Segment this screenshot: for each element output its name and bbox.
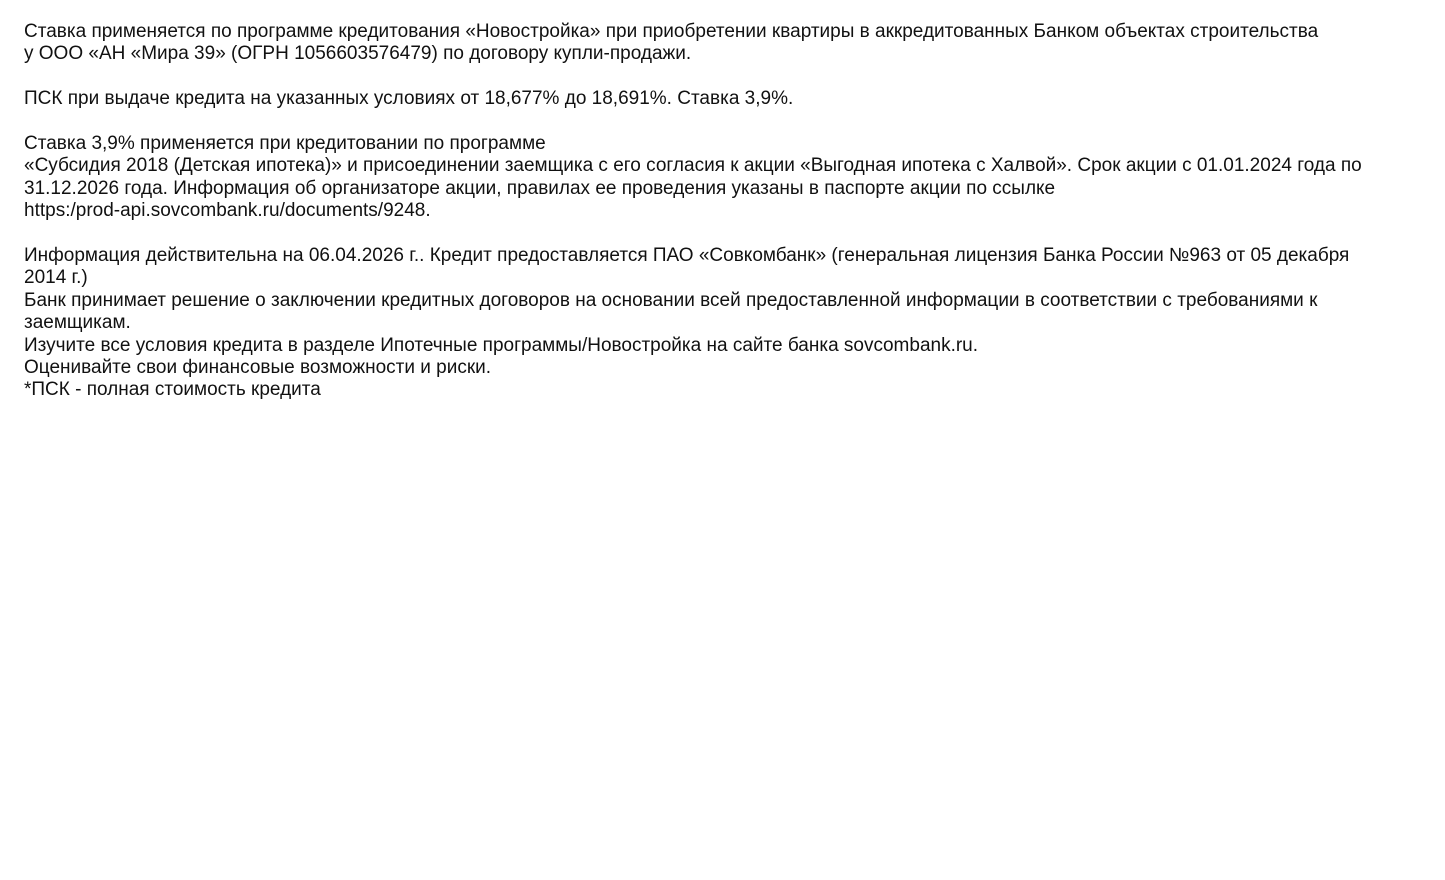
text-line: Банк принимает решение о заключении кредитных договоров на основании всей предоставленной информации в соответствии с требованиями к	[24, 289, 1318, 311]
text-line: 2014 г.)	[24, 267, 88, 289]
document-link: https:/prod-api.sovcombank.ru/documents/9248.	[24, 200, 431, 222]
promotion-paragraph	[24, 133, 1429, 223]
text-line: Изучите все условия кредита в разделе Ипотечные программы/Новостройка на сайте банка sovcombank.ru.	[24, 334, 979, 356]
bank-info-paragraph	[24, 245, 1429, 402]
loan-disclaimer	[24, 21, 1429, 402]
text-line: 31.12.2026 года. Информация об организаторе акции, правилах ее проведения указаны в паспорте акции по ссылке	[24, 177, 1056, 199]
text-line: «Субсидия 2018 (Детская ипотека)» и присоединении заемщика с его согласия к акции «Выгодная ипотека с Халвой». Срок акции с 01.01.2024 года по	[24, 155, 1362, 177]
text-line: Информация действительна на 06.04.2026 г.. Кредит предоставляется ПАО «Совкомбанк» (генеральная лицензия Банка России №963 от 05 декабря	[24, 245, 1350, 267]
psk-rate-paragraph	[24, 88, 1429, 110]
program-conditions-paragraph	[24, 21, 1429, 66]
text-line: у ООО «АН «Мира 39» (ОГРН 1056603576479) по договору купли-продажи.	[24, 43, 692, 65]
psk-footnote: *ПСК - полная стоимость кредита	[24, 379, 321, 401]
text-line: Оценивайте свои финансовые возможности и риски.	[24, 357, 492, 379]
text-line: Ставка 3,9% применяется при кредитовании по программе	[24, 133, 546, 154]
text-line: заемщикам.	[24, 312, 131, 334]
text-line: ПСК при выдаче кредита на указанных условиях от 18,677% до 18,691%. Ставка 3,9%.	[24, 88, 794, 110]
text-line: Ставка применяется по программе кредитования «Новостройка» при приобретении квартиры в аккредитованных Банком объектах строительства	[24, 21, 1319, 42]
